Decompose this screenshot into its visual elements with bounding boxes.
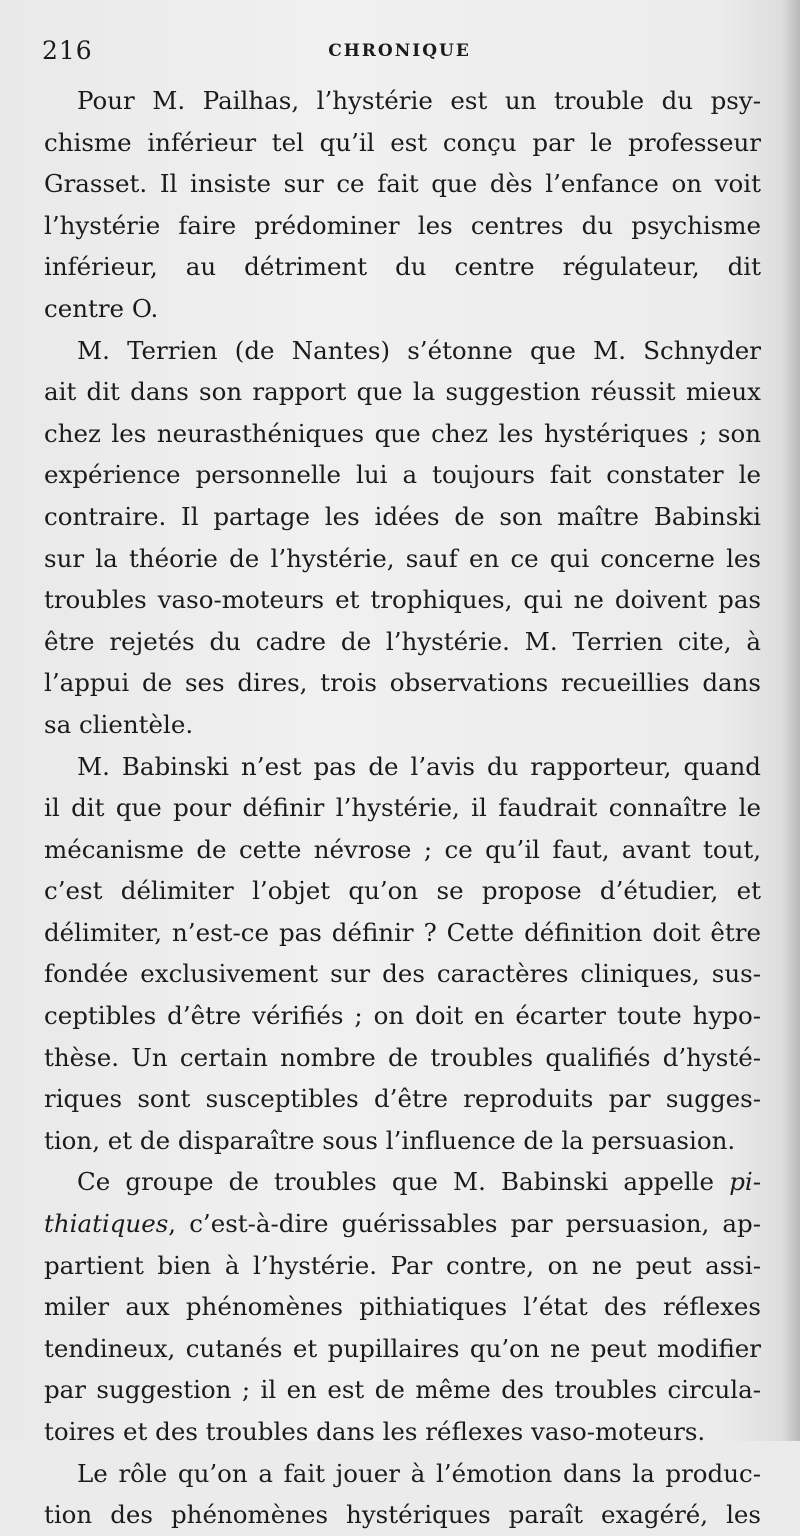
line-text: Le rôle qu’on a fait jouer à l’émotion dans la produc- [77,1458,761,1488]
text-line [44,1120,761,1162]
text-line [44,662,761,704]
text-line [44,330,761,372]
text-line [44,288,761,330]
line-text: c’est délimiter l’objet qu’on se propose d’étudier, et [44,876,761,906]
line-text: mécanisme de cette névrose ; ce qu’il faut, avant tout, [44,834,761,864]
italic-term: thiatiques [44,1209,169,1239]
line-text: l’appui de ses dires, trois observations recueillies dans [44,668,761,698]
text-line [44,413,761,455]
text-line [44,621,761,663]
text-line [44,787,761,829]
text-line [44,1328,761,1370]
line-text: par suggestion ; il en est de même des troubles circula- [44,1375,761,1405]
text-line [44,538,761,580]
line-text: il dit que pour définir l’hystérie, il faudrait connaître le [44,793,761,823]
text-line [44,870,761,912]
running-head: CHRONIQUE [328,41,471,61]
body-text [44,80,761,1536]
line-text: sa clientèle. [44,709,194,739]
text-line [44,1411,761,1453]
text-line [44,1037,761,1079]
text-line [44,80,761,122]
page-header [42,36,757,70]
line-text: ceptibles d’être vérifiés ; on doit en écarter toute hypo- [44,1001,761,1031]
text-line [44,454,761,496]
text-line [44,1245,761,1287]
line-text: tendineux, cutanés et pupillaires qu’on ne peut modifier [44,1333,761,1363]
italic-term: pi- [729,1167,761,1197]
text-line [44,1453,761,1495]
line-text: contraire. Il partage les idées de son maître Babinski [44,501,761,531]
line-text: expérience personnelle lui a toujours fait constater le [44,460,761,490]
line-text: Grasset. Il insiste sur ce fait que dès l’enfance on voit [44,169,761,199]
line-text: sur la théorie de l’hystérie, sauf en ce qui concerne les [44,543,761,573]
text-line [44,496,761,538]
text-line [44,371,761,413]
text-line [44,1161,761,1203]
line-text: chez les neurasthéniques que chez les hystériques ; son [44,418,761,448]
line-text: tion, et de disparaître sous l’influence de la persuasion. [44,1125,736,1155]
line-text: toires et des troubles dans les réflexes vaso-moteurs. [44,1417,706,1446]
line-text: , c’est-à-dire guérissables par persuasion, ap- [168,1209,761,1239]
line-text: centre O. [44,293,159,323]
page-edge-shadow [782,0,800,1441]
line-text: troubles vaso-moteurs et trophiques, qui ne doivent pas [44,585,761,615]
text-line [44,1203,761,1245]
page-number: 216 [42,36,93,65]
line-text: M. Babinski n’est pas de l’avis du rapporteur, quand [77,751,761,781]
text-line [44,205,761,247]
text-line [44,746,761,788]
text-line [44,704,761,746]
line-text: riques sont susceptibles d’être reproduits par sugges- [44,1084,761,1114]
text-line [44,246,761,288]
line-text: thèse. Un certain nombre de troubles qualifiés d’hysté- [44,1042,761,1072]
line-text: miler aux phénomènes pithiatiques l’état des réflexes [44,1292,761,1322]
text-line [44,1078,761,1120]
line-text: partient bien à l’hystérie. Par contre, on ne peut assi- [44,1250,761,1280]
line-text: Ce groupe de troubles que M. Babinski appelle [77,1167,730,1197]
line-text: inférieur, au détriment du centre régulateur, dit [44,252,761,282]
line-text: chisme inférieur tel qu’il est conçu par le professeur [44,127,761,157]
text-line [44,163,761,205]
line-text: être rejetés du cadre de l’hystérie. M. Terrien cite, à [44,626,761,656]
line-text: délimiter, n’est-ce pas définir ? Cette définition doit être [44,917,761,947]
text-line [44,122,761,164]
text-line [44,579,761,621]
text-line [44,1494,761,1536]
line-text: M. Terrien (de Nantes) s’étonne que M. Schnyder [77,335,761,365]
line-text: Pour M. Pailhas, l’hystérie est un trouble du psy- [77,86,761,115]
line-text: l’hystérie faire prédominer les centres du psychisme [44,210,761,240]
text-line [44,1369,761,1411]
line-text: fondée exclusivement sur des caractères cliniques, sus- [44,959,761,989]
text-line [44,953,761,995]
line-text: tion des phénomènes hystériques paraît exagéré, les [44,1500,761,1530]
text-line [44,829,761,871]
text-line [44,912,761,954]
line-text: ait dit dans son rapport que la suggestion réussit mieux [44,377,761,407]
text-line [44,995,761,1037]
text-line [44,1286,761,1328]
